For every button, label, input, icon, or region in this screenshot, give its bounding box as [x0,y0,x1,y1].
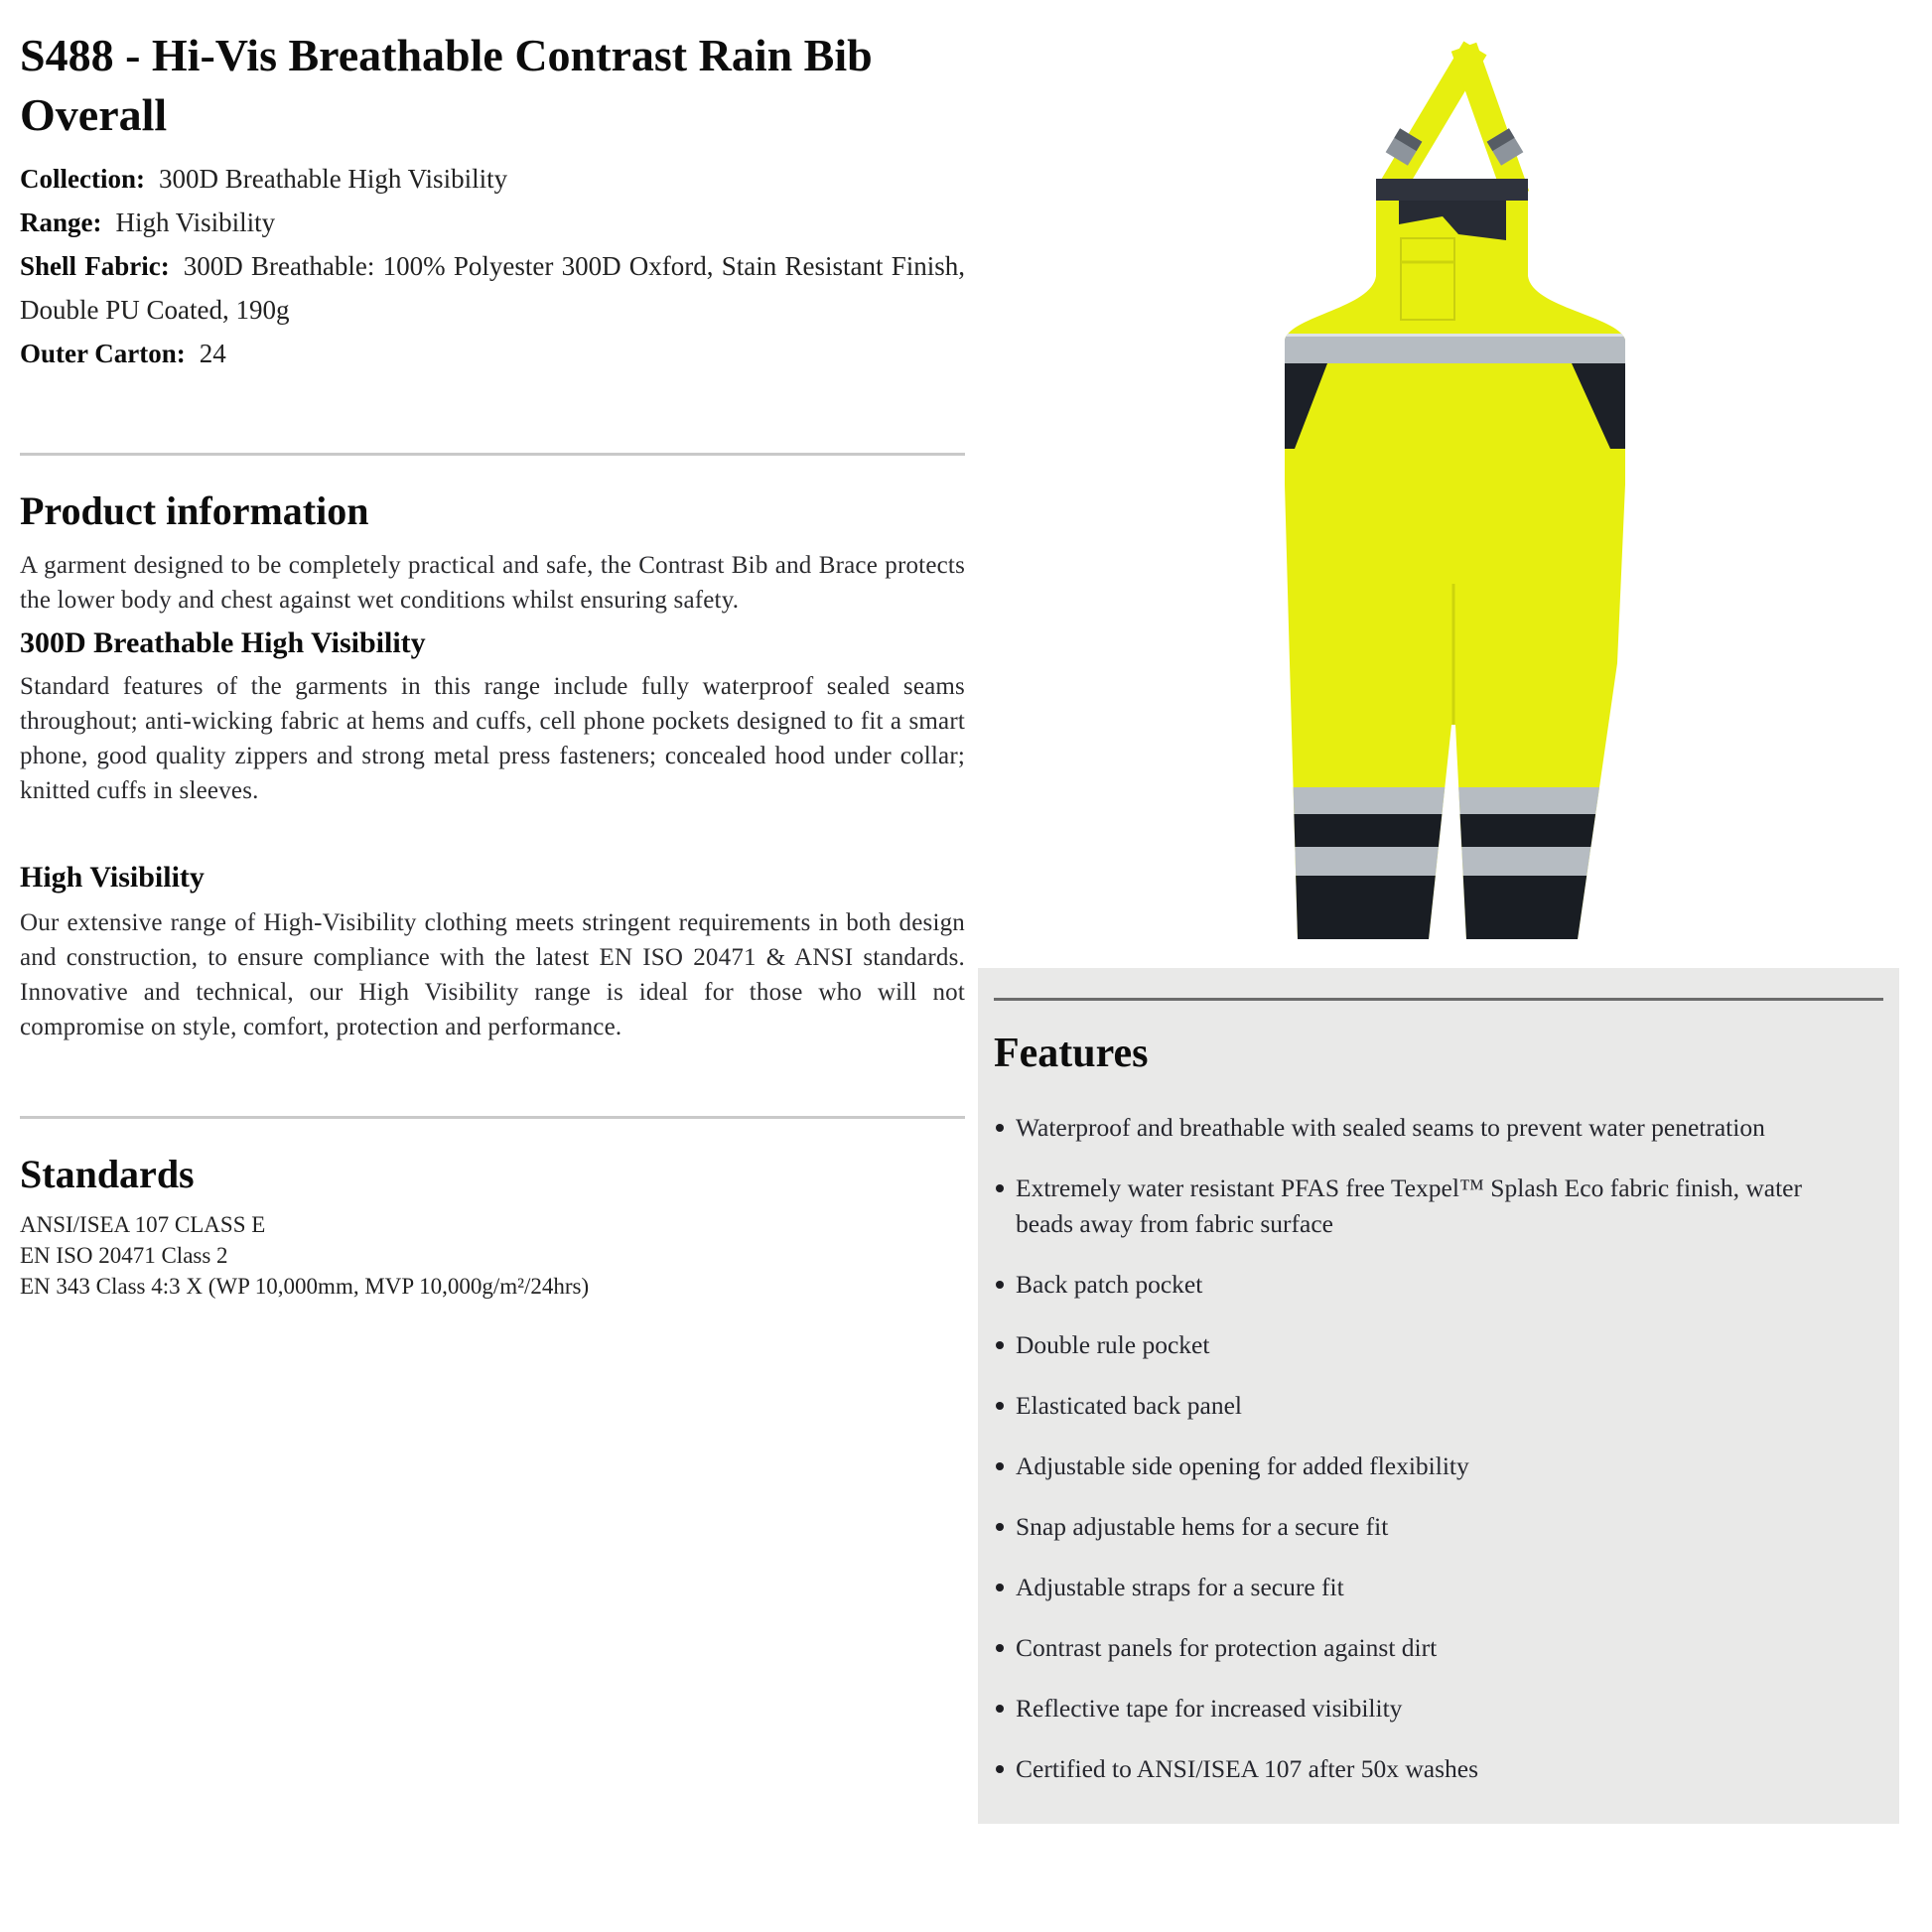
section-divider [20,453,965,456]
features-list [994,1110,1899,1787]
standards-list [20,1209,965,1302]
waist-band-highlight [1282,334,1629,337]
feature-item: Back patch pocket [994,1267,1805,1303]
features-divider [994,998,1883,1001]
feature-item: Snap adjustable hems for a secure fit [994,1509,1805,1545]
product-information-heading: Product information [20,488,369,533]
meta-label: Collection: [20,164,145,194]
collection-sub-heading: 300D Breathable High Visibility [20,626,426,659]
meta-label: Range: [20,207,102,237]
product-photo [1281,28,1630,946]
product-details-column [20,26,965,1302]
feature-item: Waterproof and breathable with sealed seams to prevent water penetration [994,1110,1805,1146]
meta-shell-fabric [20,244,965,332]
meta-range [20,201,965,244]
leg-contrast-band [1282,814,1629,847]
meta-value: 24 [199,339,226,368]
leg-hem-contrast [1282,876,1629,941]
standards-heading: Standards [20,1152,195,1196]
product-information-intro: A garment designed to be completely practical and safe, the Contrast Bib and Brace protects the lower body and chest against wet conditions whilst ensuring safety. [20,552,965,614]
leg-reflective-band-lower [1282,847,1629,876]
product-meta [20,157,965,375]
feature-item: Certified to ANSI/ISEA 107 after 50x washes [994,1751,1805,1787]
feature-item: Reflective tape for increased visibility [994,1691,1805,1726]
feature-item: Extremely water resistant PFAS free Texpel™ Splash Eco fabric finish, water beads away from fabric surface [994,1171,1805,1242]
chest-patch-pocket [1401,238,1454,320]
leg-reflective-band-upper [1282,787,1629,814]
meta-label: Outer Carton: [20,339,186,368]
range-sub-heading: High Visibility [20,861,205,894]
feature-item: Double rule pocket [994,1327,1805,1363]
section-divider [20,1116,965,1119]
feature-item: Adjustable side opening for added flexibility [994,1449,1805,1484]
collection-description: Standard features of the garments in this range include fully waterproof sealed seams throughout; anti-wicking fabric at hems and cuffs, cell phone pockets designed to fit a smart phone, good quality zippers and strong metal press fasteners; concealed hood under collar; knitted cuffs in sleeves. [20,673,965,804]
standard-item: ANSI/ISEA 107 CLASS E [20,1212,266,1237]
range-description: Our extensive range of High-Visibility clothing meets stringent requirements in both design and construction, to ensure compliance with the latest EN ISO 20471 & ANSI standards. Innovative and technical, our High Visibility range is ideal for those who will not compromise on style, comfort, protection and performance. [20,909,965,1040]
meta-label: Shell Fabric: [20,251,170,281]
meta-collection [20,157,965,201]
meta-value: High Visibility [115,207,276,237]
meta-value: 300D Breathable: 100% Polyester 300D Oxford, Stain Resistant Finish, Double PU Coated, 190g [20,251,966,325]
feature-item: Elasticated back panel [994,1388,1805,1424]
waist-reflective-band [1282,336,1629,363]
feature-item: Contrast panels for protection against dirt [994,1630,1805,1666]
meta-value: 300D Breathable High Visibility [158,164,508,194]
feature-item: Adjustable straps for a secure fit [994,1570,1805,1605]
standard-item: EN 343 Class 4:3 X (WP 10,000mm, MVP 10,000g/m²/24hrs) [20,1274,590,1299]
bib-straps-icon [1386,60,1524,183]
meta-outer-carton [20,332,965,375]
features-panel [978,968,1899,1824]
standard-item: EN ISO 20471 Class 2 [20,1243,228,1268]
product-visual-column [978,0,1899,1932]
chest-contrast-band [1376,179,1528,201]
features-heading: Features [994,1031,1149,1076]
page-title: S488 - Hi-Vis Breathable Contrast Rain Bib Overall [20,30,873,140]
